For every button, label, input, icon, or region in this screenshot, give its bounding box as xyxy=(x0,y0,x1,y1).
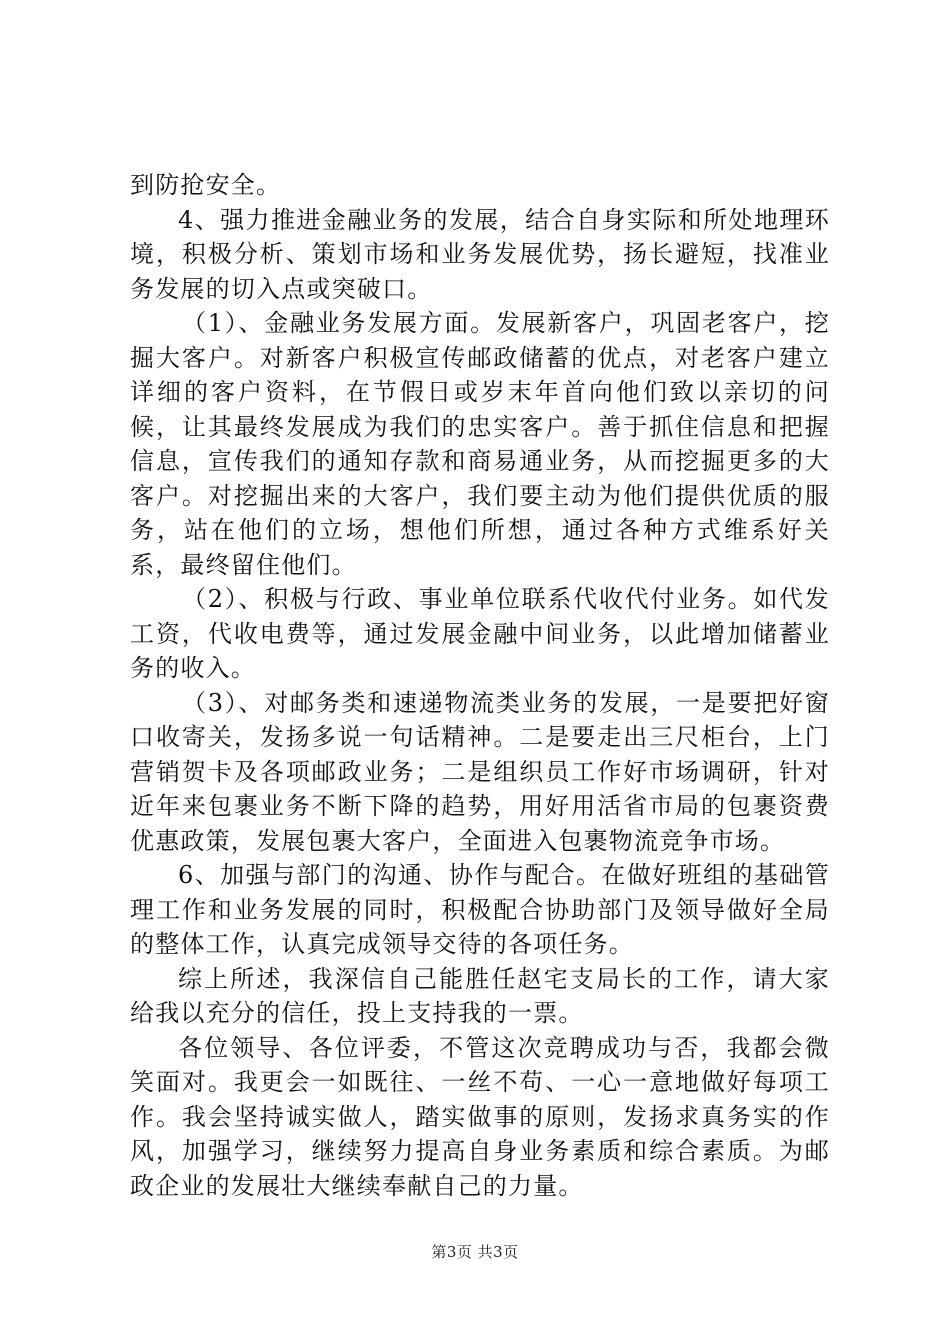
paragraph-subitem-3: （3）、对邮务类和速递物流类业务的发展，一是要把好窗口收寄关，发扬多说一句话精神。二是要走出三尺柜台，上门营销贺卡及各项邮政业务；二是组织员工作好市场调研，针对近年来包裹业务不断下降的趋势，用好用活省市局的包裹资费优惠政策，发展包裹大客户，全面进入包裹物流竞争市场。 xyxy=(130,688,830,855)
paragraph-summary: 综上所述，我深信自己能胜任赵宅支局长的工作，请大家给我以充分的信任，投上支持我的一票。 xyxy=(130,964,830,1027)
page-footer: 第3页 共3页 xyxy=(431,1243,519,1261)
paragraph-item-6: 6、加强与部门的沟通、协作与配合。在做好班组的基础管理工作和业务发展的同时，积极配合协助部门及领导做好全局的整体工作，认真完成领导交待的各项任务。 xyxy=(130,861,830,958)
paragraph-item-4: 4、强力推进金融业务的发展，结合自身实际和所处地理环境，积极分析、策划市场和业务发展优势，扬长避短，找准业务发展的切入点或突破口。 xyxy=(130,205,830,303)
paragraph-continuation: 到防抢安全。 xyxy=(130,171,282,199)
paragraph-subitem-2: （2）、积极与行政、事业单位联系代收代付业务。如代发工资，代收电费等，通过发展金融中间业务，以此增加储蓄业务的收入。 xyxy=(130,585,830,682)
paragraph-subitem-1: （1）、金融业务发展方面。发展新客户，巩固老客户，挖掘大客户。对新客户积极宣传邮政储蓄的优点，对老客户建立详细的客户资料，在节假日或岁末年首向他们致以亲切的问候，让其最终发展成为我们的忠实客户。善于抓住信息和把握信息，宣传我们的通知存款和商易通业务，从而挖掘更多的大客户。对挖掘出来的大客户，我们要主动为他们提供优质的服务，站在他们的立场，想他们所想，通过各种方式维系好关系，最终留住他们。 xyxy=(130,309,830,579)
document-body xyxy=(130,168,830,1203)
paragraph-closing: 各位领导、各位评委，不管这次竞聘成功与否，我都会微笑面对。我更会一如既往、一丝不苟、一心一意地做好每项工作。我会坚持诚实做人，踏实做事的原则，发扬求真务实的作风，加强学习，继续努力提高自身业务素质和综合素质。为邮政企业的发展壮大继续奉献自己的力量。 xyxy=(130,1033,830,1200)
